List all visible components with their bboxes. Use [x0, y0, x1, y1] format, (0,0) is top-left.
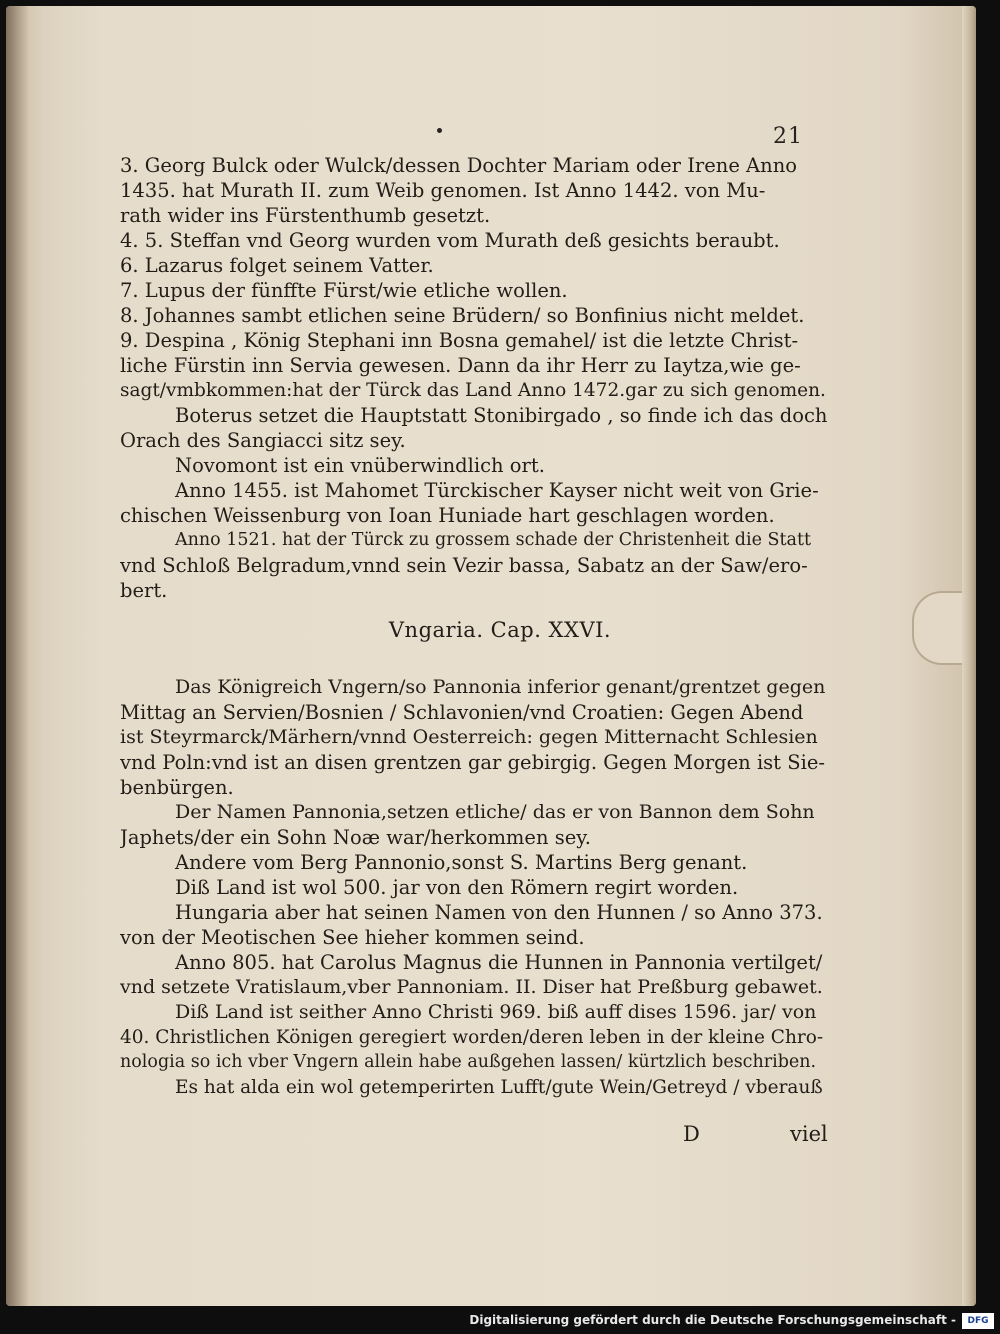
text-line: 4. 5. Steffan vnd Georg wurden vom Murath deß gesichts beraubt.	[120, 229, 780, 252]
text-line: Hungaria aber hat seinen Namen von den Hunnen / so Anno 373.	[175, 901, 823, 924]
dfg-logo[interactable]: DFG	[962, 1313, 994, 1329]
text-line: benbürgen.	[120, 776, 234, 799]
text-line: bert.	[120, 579, 168, 602]
text-line: Diß Land ist seither Anno Christi 969. biß auff dises 1596. jar/ von	[175, 1001, 817, 1023]
text-line: nologia so ich vber Vngern allein habe außgehen lassen/ kürtzlich beschriben.	[120, 1052, 817, 1072]
page-number: 21	[773, 124, 803, 149]
text-line: 7. Lupus der fünffte Fürst/wie etliche wollen.	[120, 279, 568, 302]
text-line: vnd setzete Vratislaum,vber Pannoniam. II. Diser hat Preßburg gebawet.	[120, 976, 823, 998]
text-line: 8. Johannes sambt etlichen seine Brüdern/ so Bonfinius nicht meldet.	[120, 304, 805, 327]
text-line: Anno 805. hat Carolus Magnus die Hunnen in Pannonia vertilget/	[175, 951, 823, 974]
text-line: Das Königreich Vngern/so Pannonia inferior genant/grentzet gegen	[175, 676, 826, 698]
text-line: 40. Christlichen Königen geregiert worden/deren leben in der kleine Chro-	[120, 1027, 824, 1048]
text-line: rath wider ins Fürstenthumb gesetzt.	[120, 204, 491, 227]
upper-text-block	[120, 153, 828, 603]
text-line: 3. Georg Bulck oder Wulck/dessen Dochter Mariam oder Irene Anno	[120, 154, 797, 177]
footer-bar	[0, 1306, 1000, 1334]
text-line: vnd Poln:vnd ist an disen grentzen gar gebirgig. Gegen Morgen ist Sie-	[120, 751, 825, 774]
text-line: Diß Land ist wol 500. jar von den Römern regirt worden.	[175, 876, 739, 899]
text-line: liche Fürstin inn Servia gewesen. Dann da ihr Herr zu Iaytza,wie ge-	[120, 354, 801, 377]
signature-mark: D	[683, 1122, 700, 1146]
printer-dot	[437, 128, 442, 133]
text-line: 9. Despina , König Stephani inn Bosna gemahel/ ist die letzte Christ-	[120, 329, 799, 352]
footer-credit: Digitalisierung gefördert durch die Deutsche Forschungsgemeinschaft -	[469, 1313, 956, 1327]
text-line: Anno 1455. ist Mahomet Türckischer Kayser nicht weit von Grie-	[175, 479, 819, 502]
text-line: von der Meotischen See hieher kommen seind.	[120, 926, 585, 949]
text-line: Es hat alda ein wol getemperirten Lufft/gute Wein/Getreyd / vberauß	[175, 1077, 823, 1098]
page-edge	[962, 6, 976, 1306]
chapter-heading: Vngaria. Cap. XXVI.	[388, 618, 612, 642]
text-line: Japhets/der ein Sohn Noæ war/herkommen sey.	[120, 826, 591, 849]
text-line: Anno 1521. hat der Türck zu grossem schade der Christenheit die Statt	[175, 530, 812, 550]
text-line: ist Steyrmarck/Märhern/vnnd Oesterreich: gegen Mitternacht Schlesien	[120, 726, 818, 748]
book-binding	[6, 6, 28, 1306]
text-line: Andere vom Berg Pannonio,sonst S. Martins Berg genant.	[175, 851, 748, 874]
lower-text-block	[120, 675, 828, 1100]
text-line: Boterus setzet die Hauptstatt Stonibirgado , so finde ich das doch	[175, 404, 828, 427]
text-line: sagt/vmbkommen:hat der Türck das Land Anno 1472.gar zu sich genomen.	[120, 380, 826, 401]
text-line: chischen Weissenburg von Ioan Huniade hart geschlagen worden.	[120, 504, 775, 527]
text-line: Orach des Sangiacci sitz sey.	[120, 429, 406, 452]
text-line: Der Namen Pannonia,setzen etliche/ das er von Bannon dem Sohn	[175, 801, 815, 823]
text-line: 1435. hat Murath II. zum Weib genomen. Ist Anno 1442. von Mu-	[120, 179, 766, 202]
text-line: Mittag an Servien/Bosnien / Schlavonien/vnd Croatien: Gegen Abend	[120, 701, 804, 724]
text-line: 6. Lazarus folget seinem Vatter.	[120, 254, 434, 277]
catchword: viel	[790, 1122, 828, 1146]
text-line: Novomont ist ein vnüberwindlich ort.	[175, 454, 545, 477]
text-line: vnd Schloß Belgradum,vnnd sein Vezir bassa, Sabatz an der Saw/ero-	[120, 554, 808, 577]
